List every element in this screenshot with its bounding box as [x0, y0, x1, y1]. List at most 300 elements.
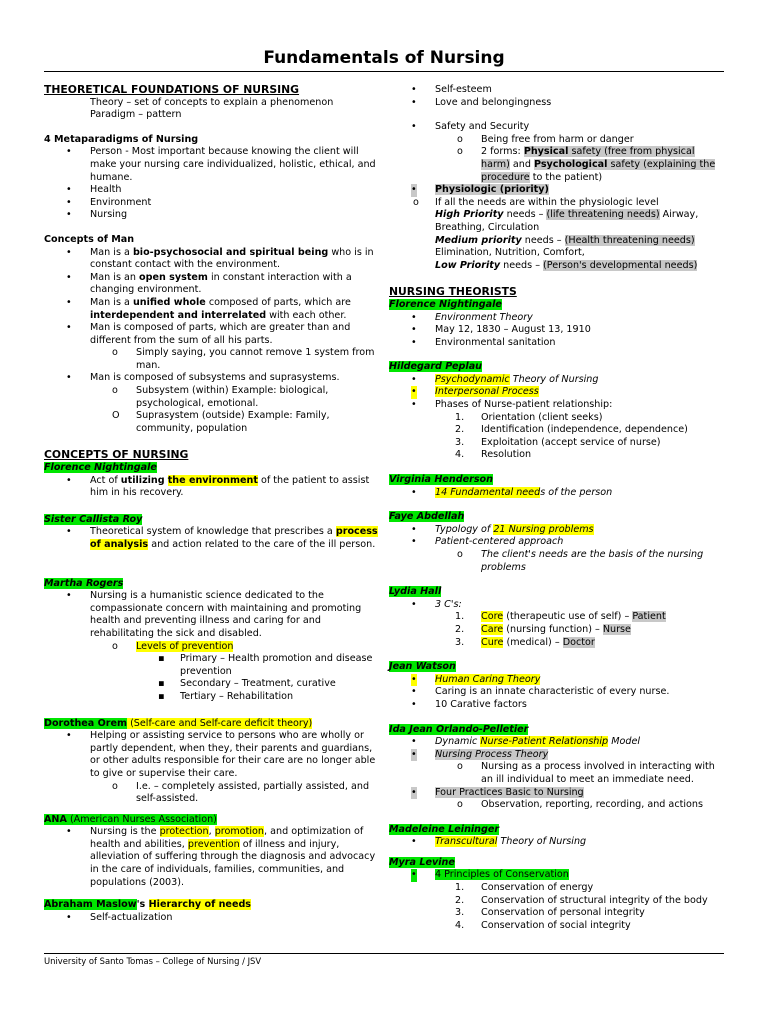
text-segment: Theoretical system of knowledge that prescribes a [90, 526, 336, 538]
text-segment: Doctor [562, 636, 595, 648]
bullet-marker: 4. [455, 449, 465, 461]
text-segment: Identification (independence, dependence) [481, 424, 688, 436]
list-item [389, 437, 724, 450]
text-segment: Nursing Process Theory [435, 748, 549, 760]
text-segment: Dynamic [435, 736, 481, 748]
text-segment: unified whole [132, 296, 206, 308]
text-line [44, 578, 380, 591]
text-segment: Human Caring Theory [435, 673, 541, 685]
bullet-marker: o [457, 761, 463, 773]
text-segment: Martha Rogers [44, 577, 124, 589]
bullet-marker: o [457, 549, 463, 560]
list-item [44, 526, 380, 551]
text-segment: (Health threatening needs) [564, 234, 695, 246]
text-line [44, 134, 380, 147]
text-segment: Airway, Breathing, Circulation [435, 209, 699, 233]
text-line [389, 474, 724, 487]
text-segment: Care [481, 623, 504, 635]
bullet-marker: • [66, 246, 72, 258]
text-segment: Paradigm – pattern [90, 109, 182, 121]
text-segment: Faye Abdellah [389, 511, 465, 523]
list-item [389, 836, 724, 849]
text-segment: 3 C's: [435, 598, 462, 610]
page-title: Fundamentals of Nursing [263, 48, 505, 68]
list-item [389, 184, 724, 197]
text-segment: Nurse [602, 623, 631, 635]
bullet-marker: ▪ [158, 690, 165, 702]
text-line [389, 857, 724, 870]
list-item [389, 882, 724, 895]
list-item [389, 599, 724, 612]
text-segment: open system [139, 271, 208, 283]
bullet-marker: 1. [455, 611, 465, 623]
text-segment: promotion [214, 826, 265, 838]
bullet-marker: • [411, 836, 417, 848]
spacer [389, 812, 724, 824]
list-item [389, 524, 724, 537]
text-line [44, 109, 380, 122]
bullet-marker: • [66, 146, 72, 158]
list-item [389, 536, 724, 549]
highlight [435, 869, 569, 880]
list-item [389, 97, 724, 110]
bullet-marker: • [66, 911, 72, 923]
list-item [44, 209, 380, 222]
bullet-marker: • [411, 336, 417, 348]
text-segment: (nursing function) – [503, 623, 603, 635]
bullet-marker: O [112, 410, 120, 422]
bullet-marker: • [411, 486, 417, 498]
text-segment: Conservation of social integrity [481, 919, 631, 931]
text-segment: Nursing is a humanistic science dedicated to the compassionate concern with maintaining and promoting health and preventing illness and caring for and rehabilitating the sick and disabled. [90, 590, 362, 639]
text-segment: Helping or assisting service to persons who are wholly or partly dependent, when they, their parents and guardians, or other adults responsible for their care are no longer able to give or supervise their care. [90, 730, 376, 779]
text-segment: Environment Theory [435, 311, 533, 323]
text-segment: Madeleine Leininger [389, 823, 500, 835]
list-item [389, 736, 724, 749]
bullet-marker: o [112, 347, 118, 359]
text-segment: I.e. – completely assisted, partially assisted, and self-assisted. [136, 780, 370, 805]
bullet-marker: • [411, 523, 417, 535]
bullet-marker: 2. [455, 424, 465, 436]
text-segment: Jean Watson [389, 661, 456, 673]
text-segment: Medium priority [435, 234, 522, 246]
text-segment: , [208, 826, 215, 838]
text-segment: bio-psychosocial and spiritual being [132, 246, 329, 258]
list-item [389, 624, 724, 637]
list-item [389, 907, 724, 920]
list-item [44, 184, 380, 197]
text-segment: (life threatening needs) [546, 209, 660, 221]
text-segment: 4 Metaparadigms of Nursing [44, 133, 199, 145]
text-segment: Environment [90, 196, 152, 208]
text-segment: Man is composed of parts, which are greater than and different from the sum of all his parts. [90, 322, 351, 346]
list-item [44, 590, 380, 640]
text-segment: who is in constant contact with the environment. [90, 246, 374, 271]
text-segment: 21 Nursing problems [493, 523, 594, 535]
bullet-marker: • [66, 296, 72, 308]
left-column [44, 84, 380, 924]
text-segment: Virginia Henderson [389, 474, 493, 486]
text-segment: safety (explaining the procedure [481, 158, 716, 183]
text-segment: Orientation (client seeks) [481, 411, 603, 423]
text-line [44, 899, 380, 912]
spacer [389, 109, 724, 121]
text-segment: in constant interaction with a changing environment. [90, 271, 352, 296]
section-heading: THEORETICAL FOUNDATIONS OF NURSING [44, 83, 300, 96]
text-segment: May 12, 1830 – August 13, 1910 [435, 324, 591, 336]
list-item [389, 920, 724, 933]
footer-rule [44, 953, 724, 954]
text-segment: needs – [521, 234, 565, 246]
list-item [389, 674, 724, 687]
text-segment: Dorothea Orem [44, 717, 128, 729]
list-item [44, 146, 380, 184]
text-segment: Man is a [90, 296, 133, 308]
bullet-marker: • [411, 598, 417, 610]
text-segment: High Priority [435, 209, 504, 221]
list-item [44, 691, 380, 704]
text-segment: Lydia Hall [389, 586, 442, 598]
text-segment: Conservation of personal integrity [481, 907, 645, 919]
list-item [389, 121, 724, 134]
spacer [44, 122, 380, 134]
text-segment: Core [481, 611, 504, 623]
list-item [389, 424, 724, 437]
bullet-marker: • [411, 373, 417, 385]
text-segment: Concepts of Man [44, 233, 135, 245]
list-item [389, 412, 724, 425]
list-item [389, 312, 724, 325]
bullet-marker: • [411, 736, 417, 748]
bullet-marker: • [411, 184, 417, 196]
list-item [389, 895, 724, 908]
text-segment: Person - Most important because knowing the client will make your nursing care individualized, holistic, ethical, and humane. [90, 146, 376, 183]
text-line [44, 97, 380, 110]
text-segment: Theory of Nursing [509, 373, 599, 385]
bullet-marker: • [411, 698, 417, 710]
highlight [435, 184, 549, 195]
text-segment: Levels of prevention [136, 640, 234, 652]
bullet-marker: • [66, 526, 72, 538]
list-item [44, 247, 380, 272]
spacer [389, 574, 724, 586]
text-segment: Love and belongingness [435, 96, 552, 108]
bullet-marker: ▪ [158, 653, 165, 665]
bullet-marker: • [411, 96, 417, 108]
bullet-marker: • [66, 271, 72, 283]
bullet-marker: o [112, 385, 118, 397]
text-segment: (medical) – [503, 636, 563, 648]
text-segment: If all the needs are within the physiologic level [435, 196, 659, 208]
list-item [44, 272, 380, 297]
text-segment: Observation, reporting, recording, and actions [481, 799, 703, 811]
highlight [435, 787, 584, 798]
text-segment: Elimination, Nutrition, Comfort, [435, 247, 585, 259]
text-segment: with each other. [266, 309, 347, 321]
text-segment: 's [136, 899, 149, 911]
text-segment: Interpersonal Process [435, 386, 539, 398]
text-segment: Caring is an innate characteristic of every nurse. [435, 686, 670, 698]
text-line [389, 824, 724, 837]
text-segment: Cure [481, 636, 504, 648]
list-item [44, 653, 380, 678]
bullet-marker: • [411, 386, 417, 398]
text-segment: Typology of [435, 523, 494, 535]
text-segment: (Person's developmental needs) [543, 259, 698, 271]
text-segment: Secondary – Treatment, curative [180, 678, 336, 690]
bullet-marker: • [411, 121, 417, 133]
title-rule [44, 71, 724, 72]
text-segment: interdependent and interrelated [90, 309, 267, 321]
bullet-marker: • [66, 474, 72, 486]
text-line [389, 235, 724, 260]
bullet-marker: • [411, 536, 417, 548]
text-segment: Nursing [90, 209, 128, 221]
list-item [44, 730, 380, 780]
section-heading: CONCEPTS OF NURSING [44, 448, 189, 462]
bullet-marker: 2. [455, 623, 465, 635]
spacer [389, 349, 724, 361]
text-segment: Transcultural [435, 836, 498, 848]
list-item [389, 611, 724, 624]
spacer [389, 499, 724, 511]
text-segment: 14 Fundamental need [435, 486, 541, 498]
bullet-marker: • [66, 184, 72, 196]
list-item [389, 686, 724, 699]
text-segment: Nurse-Patient Relationship [480, 736, 609, 748]
bullet-marker: • [411, 399, 417, 411]
text-segment: Physical [523, 146, 569, 158]
list-item [389, 386, 724, 399]
text-line [389, 661, 724, 674]
text-segment: Safety and Security [435, 121, 530, 133]
list-item [44, 912, 380, 925]
bullet-marker: ▪ [158, 678, 165, 690]
text-segment: Nursing is the [90, 826, 160, 838]
bullet-marker: • [411, 786, 417, 798]
text-segment: Myra Levine [389, 856, 455, 868]
text-segment: Man is an [90, 271, 140, 283]
right-column [389, 84, 724, 932]
list-item [389, 761, 724, 786]
spacer [389, 462, 724, 474]
spacer [389, 849, 724, 857]
bullet-marker: 3. [455, 907, 465, 919]
list-item [389, 637, 724, 650]
text-segment: Florence Nightingale [389, 298, 502, 310]
text-segment: Health [90, 184, 122, 196]
spacer [389, 272, 724, 286]
text-segment: Suprasystem (outside) Example: Family, community, population [136, 410, 330, 434]
bullet-marker: • [411, 324, 417, 336]
text-segment: (Self-care and Self-care deficit theory) [127, 717, 313, 729]
text-segment: (therapeutic use of self) – [503, 611, 633, 623]
spacer [44, 806, 380, 814]
bullet-marker: • [66, 209, 72, 221]
text-line [44, 514, 380, 527]
bullet-marker: o [457, 799, 463, 811]
text-line [389, 511, 724, 524]
list-item [389, 197, 724, 210]
text-segment: ANA [44, 813, 67, 825]
text-segment: Abraham Maslow [44, 899, 137, 911]
list-item [44, 372, 380, 385]
bullet-marker: • [66, 372, 72, 384]
text-segment: process of analysis [90, 526, 378, 550]
bullet-marker: • [411, 311, 417, 323]
text-line [389, 724, 724, 737]
bullet-marker: • [66, 590, 72, 602]
list-item [389, 799, 724, 812]
list-item [389, 549, 724, 574]
bullet-marker: • [66, 826, 72, 838]
bullet-marker: o [112, 780, 118, 792]
spacer [44, 435, 380, 449]
list-item [44, 197, 380, 210]
text-line [44, 814, 380, 827]
text-segment: Ida Jean Orlando-Pelletier [389, 723, 529, 735]
text-line [389, 299, 724, 312]
spacer [44, 500, 380, 514]
text-segment: Sister Callista Roy [44, 513, 143, 525]
text-segment: of illness and injury, alleviation of suffering through the diagnosis and advocacy in the care of individuals, families, communities, and populations (2003). [90, 838, 376, 888]
spacer [389, 712, 724, 724]
text-segment: Four Practices Basic to Nursing [435, 786, 584, 798]
text-segment: Being free from harm or danger [481, 133, 634, 145]
text-segment: composed of parts, which are [205, 296, 351, 308]
list-item [44, 475, 380, 500]
list-item [389, 134, 724, 147]
text-segment: Primary – Health promotion and disease prevention [180, 653, 373, 677]
text-segment: Patient-centered approach [435, 536, 564, 548]
bullet-marker: o [457, 146, 463, 158]
text-segment: Tertiary – Rehabilitation [180, 690, 294, 702]
bullet-marker: • [66, 196, 72, 208]
spacer [44, 552, 380, 578]
text-segment: Self-esteem [435, 84, 492, 95]
list-item [389, 869, 724, 882]
highlight [435, 386, 539, 397]
bullet-marker: 1. [455, 411, 465, 423]
bullet-marker: • [411, 869, 417, 881]
bullet-marker: o [112, 640, 118, 652]
bullet-marker: • [411, 748, 417, 760]
list-item [389, 399, 724, 412]
text-line [389, 586, 724, 599]
bullet-marker: 1. [455, 882, 465, 894]
text-segment: Florence Nightingale [44, 462, 157, 474]
text-line [44, 718, 380, 731]
text-segment: Model [608, 736, 641, 748]
text-segment: Phases of Nurse-patient relationship: [435, 399, 613, 411]
text-segment: Self-actualization [90, 911, 173, 923]
text-segment: of the patient to assist him in his recovery. [90, 474, 370, 499]
text-segment: Patient [632, 611, 666, 623]
list-item [389, 337, 724, 350]
list-item [44, 410, 380, 435]
text-segment: Simply saying, you cannot remove 1 system from man. [136, 347, 375, 371]
text-segment: Man is composed of subsystems and suprasystems. [90, 372, 340, 384]
bullet-marker: 3. [455, 436, 465, 448]
text-segment: Low Priority [435, 259, 501, 271]
text-segment: and [509, 158, 534, 170]
text-segment: Theory of Nursing [497, 836, 587, 848]
bullet-marker: o [457, 133, 463, 145]
text-line [389, 361, 724, 374]
text-segment: Exploitation (accept service of nurse) [481, 436, 661, 448]
text-segment: protection [159, 826, 209, 838]
text-segment: prevention [187, 838, 240, 850]
text-segment: Environmental sanitation [435, 336, 556, 348]
list-item [44, 826, 380, 889]
list-item [389, 699, 724, 712]
text-segment: utilizing [120, 474, 165, 486]
page-footer: University of Santo Tomas – College of Nursing / JSV [44, 956, 262, 966]
text-segment: Resolution [481, 449, 532, 461]
text-segment: Hierarchy of needs [148, 899, 252, 911]
list-item [389, 146, 724, 184]
spacer [44, 889, 380, 899]
text-segment: The client's needs are the basis of the nursing problems [481, 549, 704, 573]
spacer [389, 649, 724, 661]
text-segment: 4 Principles of Conservation [435, 869, 569, 881]
bullet-marker: • [66, 322, 72, 334]
text-segment: safety (free from physical harm) [481, 146, 695, 170]
bullet-marker: • [411, 686, 417, 698]
text-segment: needs – [503, 209, 547, 221]
text-segment: and action related to the care of the ill person. [148, 539, 376, 550]
bullet-marker: • [66, 730, 72, 742]
list-item [44, 641, 380, 654]
bullet-marker: • [411, 84, 417, 95]
text-segment: Man is a [90, 246, 133, 258]
highlight [435, 749, 548, 760]
list-item [389, 449, 724, 462]
list-item [389, 487, 724, 500]
bullet-marker: 3. [455, 636, 465, 648]
list-item [44, 347, 380, 372]
spacer [44, 222, 380, 234]
text-segment: , and optimization of health and abilities, [90, 826, 364, 850]
section-heading: NURSING THEORISTS [389, 285, 517, 299]
text-segment: the environment [167, 474, 258, 486]
text-line [389, 260, 724, 273]
text-segment: Theory – set of concepts to explain a phenomenon [90, 96, 334, 108]
text-segment: s of the person [540, 486, 613, 498]
bullet-marker: 4. [455, 919, 465, 931]
text-segment: Psychological [533, 158, 608, 170]
text-segment: 2 forms: [481, 146, 524, 158]
text-line [44, 462, 380, 475]
bullet-marker: o [413, 196, 419, 208]
text-segment: Nursing as a process involved in interacting with an ill individual to meet an immediate need. [481, 761, 715, 785]
text-segment: Act of [90, 474, 121, 486]
text-segment: 10 Carative factors [435, 698, 527, 710]
text-segment: to the patient) [529, 171, 603, 183]
text-segment: Psychodynamic [435, 373, 510, 385]
list-item [389, 324, 724, 337]
highlight [435, 674, 540, 685]
text-segment: (American Nurses Association) [66, 813, 217, 825]
text-segment: Subsystem (within) Example: biological, psychological, emotional. [136, 385, 329, 409]
text-line [389, 209, 724, 234]
text-segment: Hildegard Peplau [389, 361, 483, 373]
list-item [389, 84, 724, 97]
text-segment: Conservation of structural integrity of the body [481, 894, 708, 906]
bullet-marker: 2. [455, 894, 465, 906]
list-item [44, 322, 380, 347]
list-item [389, 374, 724, 387]
